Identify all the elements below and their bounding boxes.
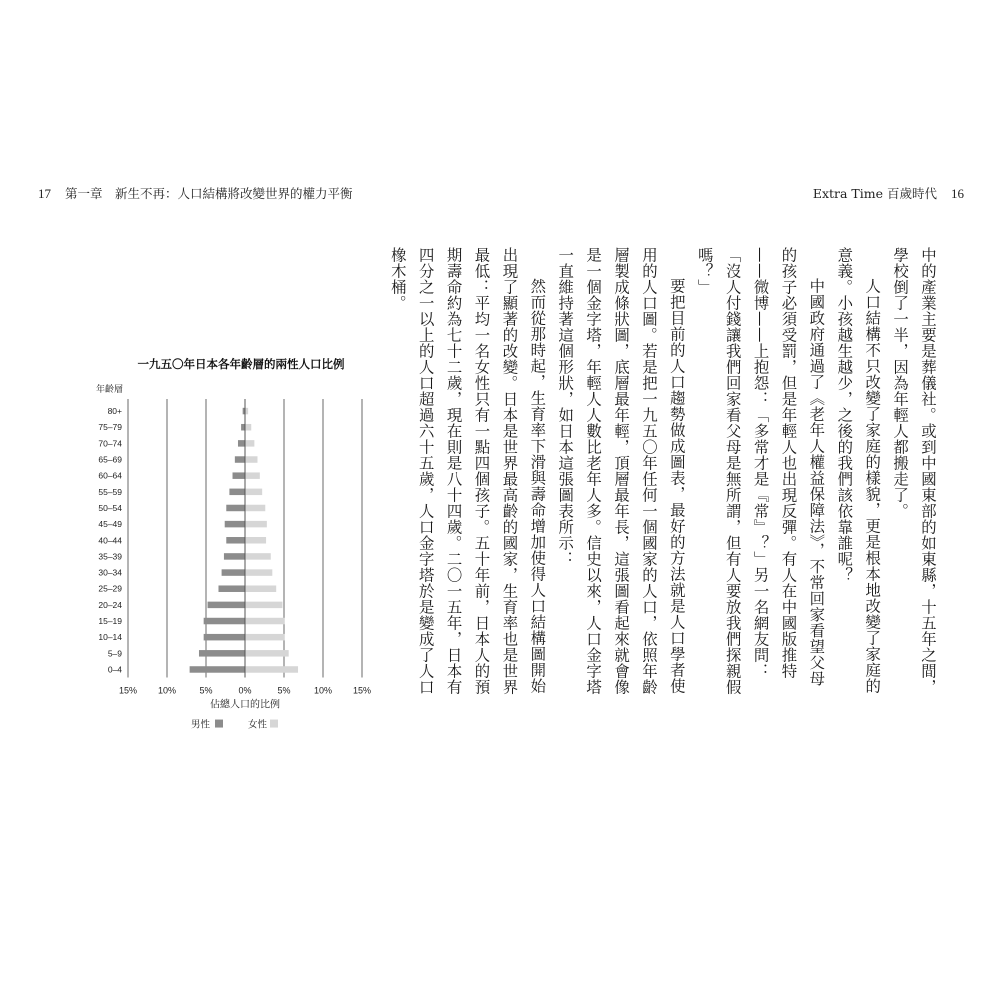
- bar-male: [204, 618, 245, 625]
- x-tick-label: 10%: [313, 685, 333, 696]
- left-running-title: 第一章 新生不再：人口結構將改變世界的權力平衡: [65, 186, 353, 201]
- x-tick-label: 5%: [199, 685, 213, 696]
- y-tick-label: 65–69: [98, 454, 122, 465]
- y-tick-label: 35–39: [98, 551, 122, 562]
- x-tick-label: 5%: [277, 685, 291, 696]
- y-tick-label: 40–44: [98, 535, 122, 546]
- x-axis-label: 佔總人口的比例: [210, 699, 280, 711]
- bar-male: [208, 602, 245, 609]
- y-tick-label: 55–59: [98, 486, 122, 497]
- bar-female: [245, 472, 260, 479]
- body-paragraph: 中的產業主要是葬儀社。或到中國東部的如東縣，十五年之間，學校倒了一半，因為年輕人都搬走了。: [891, 247, 937, 695]
- left-page-number: 17: [38, 186, 51, 201]
- bar-male: [204, 634, 245, 641]
- bar-female: [245, 456, 257, 463]
- body-paragraph: 要把目前的人口趨勢做成圖表，最好的方法就是人口學者使用的人口圖。若是把一九五〇年任何一個國家的人口，依照年齡層製成條狀圖，底層最年輕，頂層最年長，這張圖看起來就會像是一個金字塔，年輕人人數比老年人多。信史以來，人口金字塔一直維持著這個形狀，如日本這張圖表所示：: [556, 247, 686, 695]
- body-paragraph: 中國政府通過了《老年人權益保障法》，不常回家看望父母的孩子必須受罰，但是年輕人也出現反彈。有人在中國版推特——微博——上抱怨：「多常才是『常』？」另一名網友問：「沒人付錢讓我們回家看父母是無所謂，但有人要放我們探親假嗎？」: [695, 247, 826, 695]
- bar-female: [245, 585, 276, 592]
- body-paragraph: 人口結構不只改變了家庭的樣貌，更是根本地改變了家庭的意義。小孩越生越少，之後的我們該依靠誰呢？: [835, 247, 882, 694]
- bar-female: [245, 553, 271, 560]
- bar-female: [245, 440, 254, 447]
- bar-female: [245, 602, 282, 609]
- bar-male: [233, 472, 245, 479]
- x-tick-label: 15%: [118, 685, 138, 696]
- bar-female: [245, 521, 267, 528]
- x-tick-label: 0%: [238, 685, 252, 696]
- y-tick-label: 20–24: [98, 599, 122, 610]
- bar-female: [245, 537, 266, 544]
- bar-male: [218, 585, 245, 592]
- y-tick-label: 60–64: [98, 470, 122, 481]
- y-tick-label: 10–14: [98, 632, 122, 643]
- bar-male: [225, 521, 245, 528]
- bar-male: [229, 489, 245, 496]
- y-tick-label: 75–79: [98, 422, 122, 433]
- bar-female: [245, 650, 289, 657]
- body-text: [383, 247, 941, 697]
- y-tick-label: 30–34: [98, 567, 122, 578]
- bar-male: [226, 505, 245, 512]
- bar-male: [241, 424, 245, 431]
- bar-female: [245, 666, 298, 673]
- x-tick-label: 10%: [157, 685, 177, 696]
- bar-female: [245, 424, 251, 431]
- right-book-title: Extra Time 百歲時代: [812, 186, 937, 201]
- chart-title: 一九五〇年日本各年齡層的兩性人口比例: [137, 359, 345, 371]
- bar-female: [245, 505, 265, 512]
- bar-male: [235, 456, 245, 463]
- legend-label-male: 男性: [191, 719, 211, 731]
- bar-male: [190, 666, 245, 673]
- y-tick-label: 25–29: [98, 583, 122, 594]
- bar-male: [226, 537, 245, 544]
- right-page-number: 16: [951, 186, 964, 201]
- legend-swatch-female: [270, 720, 278, 728]
- bar-female: [245, 618, 285, 625]
- bar-female: [245, 569, 272, 576]
- y-tick-label: 0–4: [107, 664, 122, 675]
- body-paragraph: 然而從那時起，生育率下滑與壽命增加使得人口結構圖開始出現了顯著的改變。日本是世界最高齡的國家，生育率也是世界最低：平均一名女性只有一點四個孩子。五十年前，日本人的預期壽命約為七十二歲，現在則是八十四歲。二〇一五年，日本有四分之一以上的人口超過六十五歲，人口金字塔於是變成了人口橡木桶。: [388, 247, 547, 695]
- y-tick-label: 80+: [107, 406, 122, 417]
- bar-male: [222, 569, 245, 576]
- legend-label-female: 女性: [248, 719, 268, 731]
- bar-male: [224, 553, 245, 560]
- bar-female: [245, 634, 285, 641]
- y-axis-label: 年齡層: [96, 384, 124, 394]
- y-tick-label: 50–54: [98, 502, 122, 513]
- y-tick-label: 70–74: [98, 438, 122, 449]
- bar-male: [199, 650, 245, 657]
- y-tick-label: 45–49: [98, 519, 122, 530]
- y-tick-label: 5–9: [107, 648, 122, 659]
- bar-male: [238, 440, 245, 447]
- bar-female: [245, 489, 262, 496]
- legend-swatch-male: [215, 720, 223, 728]
- x-tick-label: 15%: [352, 685, 372, 696]
- y-tick-label: 15–19: [98, 616, 122, 627]
